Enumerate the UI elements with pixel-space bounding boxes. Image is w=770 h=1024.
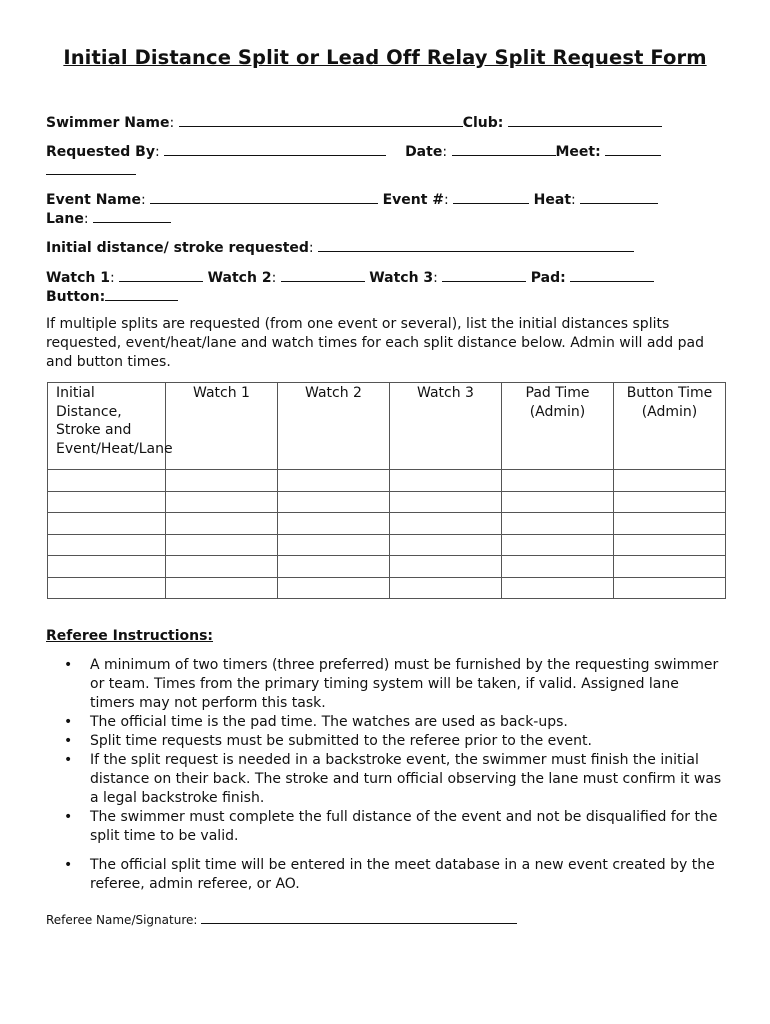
table-cell[interactable] — [614, 556, 726, 578]
table-cell[interactable] — [278, 577, 390, 599]
event-number-label: Event # — [382, 192, 445, 208]
date-field[interactable] — [452, 141, 556, 156]
table-cell[interactable] — [166, 470, 278, 492]
event-row: Event Name: Event #: Heat: — [46, 189, 658, 209]
event-name-label: Event Name — [46, 192, 141, 208]
table-cell[interactable] — [502, 470, 614, 492]
table-cell[interactable] — [166, 534, 278, 556]
watch-3-field[interactable] — [442, 267, 526, 282]
meet-field-continued[interactable] — [46, 160, 136, 175]
requested-by-field[interactable] — [164, 141, 386, 156]
pad-field[interactable] — [570, 267, 654, 282]
list-item: • A minimum of two timers (three preferred) must be furnished by the requesting swimmer or team. Times from the primary timing system will be taken, if valid. Assigned lane timers may not perform this task. — [64, 657, 719, 711]
referee-signature-row — [46, 912, 517, 927]
table-cell[interactable] — [48, 470, 166, 492]
column-header-button-time: Button Time (Admin) — [614, 383, 726, 470]
initial-distance-field[interactable] — [318, 237, 634, 252]
table-cell[interactable] — [614, 491, 726, 513]
pad-label: Pad: — [530, 270, 566, 286]
heat-label: Heat — [533, 192, 572, 208]
column-header-watch-2: Watch 2 — [278, 383, 390, 470]
requested-by-label: Requested By — [46, 144, 155, 160]
table-cell[interactable] — [390, 534, 502, 556]
bullet-icon: • — [64, 857, 73, 873]
date-label: Date — [405, 144, 443, 160]
table-row — [48, 470, 726, 492]
bullet-icon: • — [64, 714, 73, 730]
button-row — [46, 286, 178, 306]
list-item: • The official split time will be entered in the meet database in a new event created by the referee, admin referee, or AO. — [64, 857, 715, 892]
referee-instructions-heading: Referee Instructions: — [46, 628, 214, 644]
table-cell[interactable] — [278, 491, 390, 513]
table-cell[interactable] — [48, 534, 166, 556]
table-cell[interactable] — [166, 491, 278, 513]
referee-signature-label: Referee Name/Signature: — [46, 913, 198, 927]
table-cell[interactable] — [390, 513, 502, 535]
table-cell[interactable] — [614, 513, 726, 535]
table-cell[interactable] — [502, 491, 614, 513]
table-row — [48, 513, 726, 535]
form-title: Initial Distance Split or Lead Off Relay Split Request Form — [63, 46, 707, 69]
table-cell[interactable] — [502, 513, 614, 535]
initial-distance-label: Initial distance/ stroke requested — [46, 240, 309, 256]
watch-1-label: Watch 1 — [46, 270, 110, 286]
bullet-icon: • — [64, 752, 73, 768]
table-row — [48, 534, 726, 556]
initial-distance-row: Initial distance/ stroke requested: — [46, 237, 634, 257]
event-name-field[interactable] — [150, 189, 378, 204]
list-item: • If the split request is needed in a backstroke event, the swimmer must finish the initial distance on their back. The stroke and turn official observing the lane must confirm it was a legal backstroke finish. — [64, 752, 722, 806]
table-cell[interactable] — [278, 556, 390, 578]
table-cell[interactable] — [48, 556, 166, 578]
watch-row: Watch 1: Watch 2: Watch 3: Pad: — [46, 267, 654, 287]
bullet-icon: • — [64, 733, 73, 749]
button-field[interactable] — [105, 286, 178, 301]
table-cell[interactable] — [502, 534, 614, 556]
watch-2-label: Watch 2 — [207, 270, 272, 286]
column-header-watch-3: Watch 3 — [390, 383, 502, 470]
event-number-field[interactable] — [453, 189, 529, 204]
watch-2-field[interactable] — [281, 267, 365, 282]
table-cell[interactable] — [48, 577, 166, 599]
bullet-icon: • — [64, 657, 73, 673]
table-row — [48, 491, 726, 513]
table-header-row — [48, 383, 726, 470]
meet-label: Meet: — [555, 144, 601, 160]
bullet-icon: • — [64, 809, 73, 825]
table-cell[interactable] — [166, 556, 278, 578]
requested-row: Requested By: Date: Meet: — [46, 141, 661, 161]
meet-field-continued-row — [46, 160, 136, 180]
splits-table — [47, 382, 726, 599]
table-cell[interactable] — [390, 491, 502, 513]
table-cell[interactable] — [390, 556, 502, 578]
table-row — [48, 577, 726, 599]
column-header-initial-distance: Initial Distance, Stroke and Event/Heat/Lane — [48, 383, 166, 470]
table-cell[interactable] — [502, 556, 614, 578]
lane-field[interactable] — [93, 208, 171, 223]
club-field[interactable] — [508, 112, 662, 127]
instructions-paragraph: If multiple splits are requested (from one event or several), list the initial distances splits requested, event/heat/lane and watch times for each split distance below. Admin will add pad and button times. — [46, 316, 704, 370]
table-cell[interactable] — [614, 470, 726, 492]
referee-instructions-list — [46, 656, 726, 894]
list-item: • The swimmer must complete the full distance of the event and not be disqualified for the split time to be valid. — [64, 809, 718, 844]
table-cell[interactable] — [390, 470, 502, 492]
table-cell[interactable] — [502, 577, 614, 599]
table-cell[interactable] — [614, 534, 726, 556]
table-cell[interactable] — [48, 491, 166, 513]
table-cell[interactable] — [166, 577, 278, 599]
table-cell[interactable] — [166, 513, 278, 535]
list-item: • Split time requests must be submitted to the referee prior to the event. — [64, 733, 592, 749]
meet-field[interactable] — [605, 141, 661, 156]
watch-3-label: Watch 3 — [369, 270, 434, 286]
watch-1-field[interactable] — [119, 267, 203, 282]
list-item: • The official time is the pad time. The watches are used as back-ups. — [64, 714, 568, 730]
swimmer-name-field[interactable] — [179, 112, 463, 127]
table-cell[interactable] — [278, 513, 390, 535]
table-row — [48, 556, 726, 578]
column-header-watch-1: Watch 1 — [166, 383, 278, 470]
swimmer-club-row: Swimmer Name: Club: — [46, 112, 662, 132]
table-cell[interactable] — [390, 577, 502, 599]
table-cell[interactable] — [48, 513, 166, 535]
table-cell[interactable] — [614, 577, 726, 599]
club-label: Club: — [462, 115, 504, 131]
swimmer-name-label: Swimmer Name — [46, 115, 170, 131]
lane-label: Lane — [46, 211, 84, 227]
lane-row: Lane: — [46, 208, 171, 228]
table-cell[interactable] — [278, 534, 390, 556]
column-header-pad-time: Pad Time (Admin) — [502, 383, 614, 470]
referee-signature-field[interactable] — [201, 912, 517, 924]
button-label: Button: — [46, 289, 106, 305]
heat-field[interactable] — [580, 189, 658, 204]
table-cell[interactable] — [278, 470, 390, 492]
